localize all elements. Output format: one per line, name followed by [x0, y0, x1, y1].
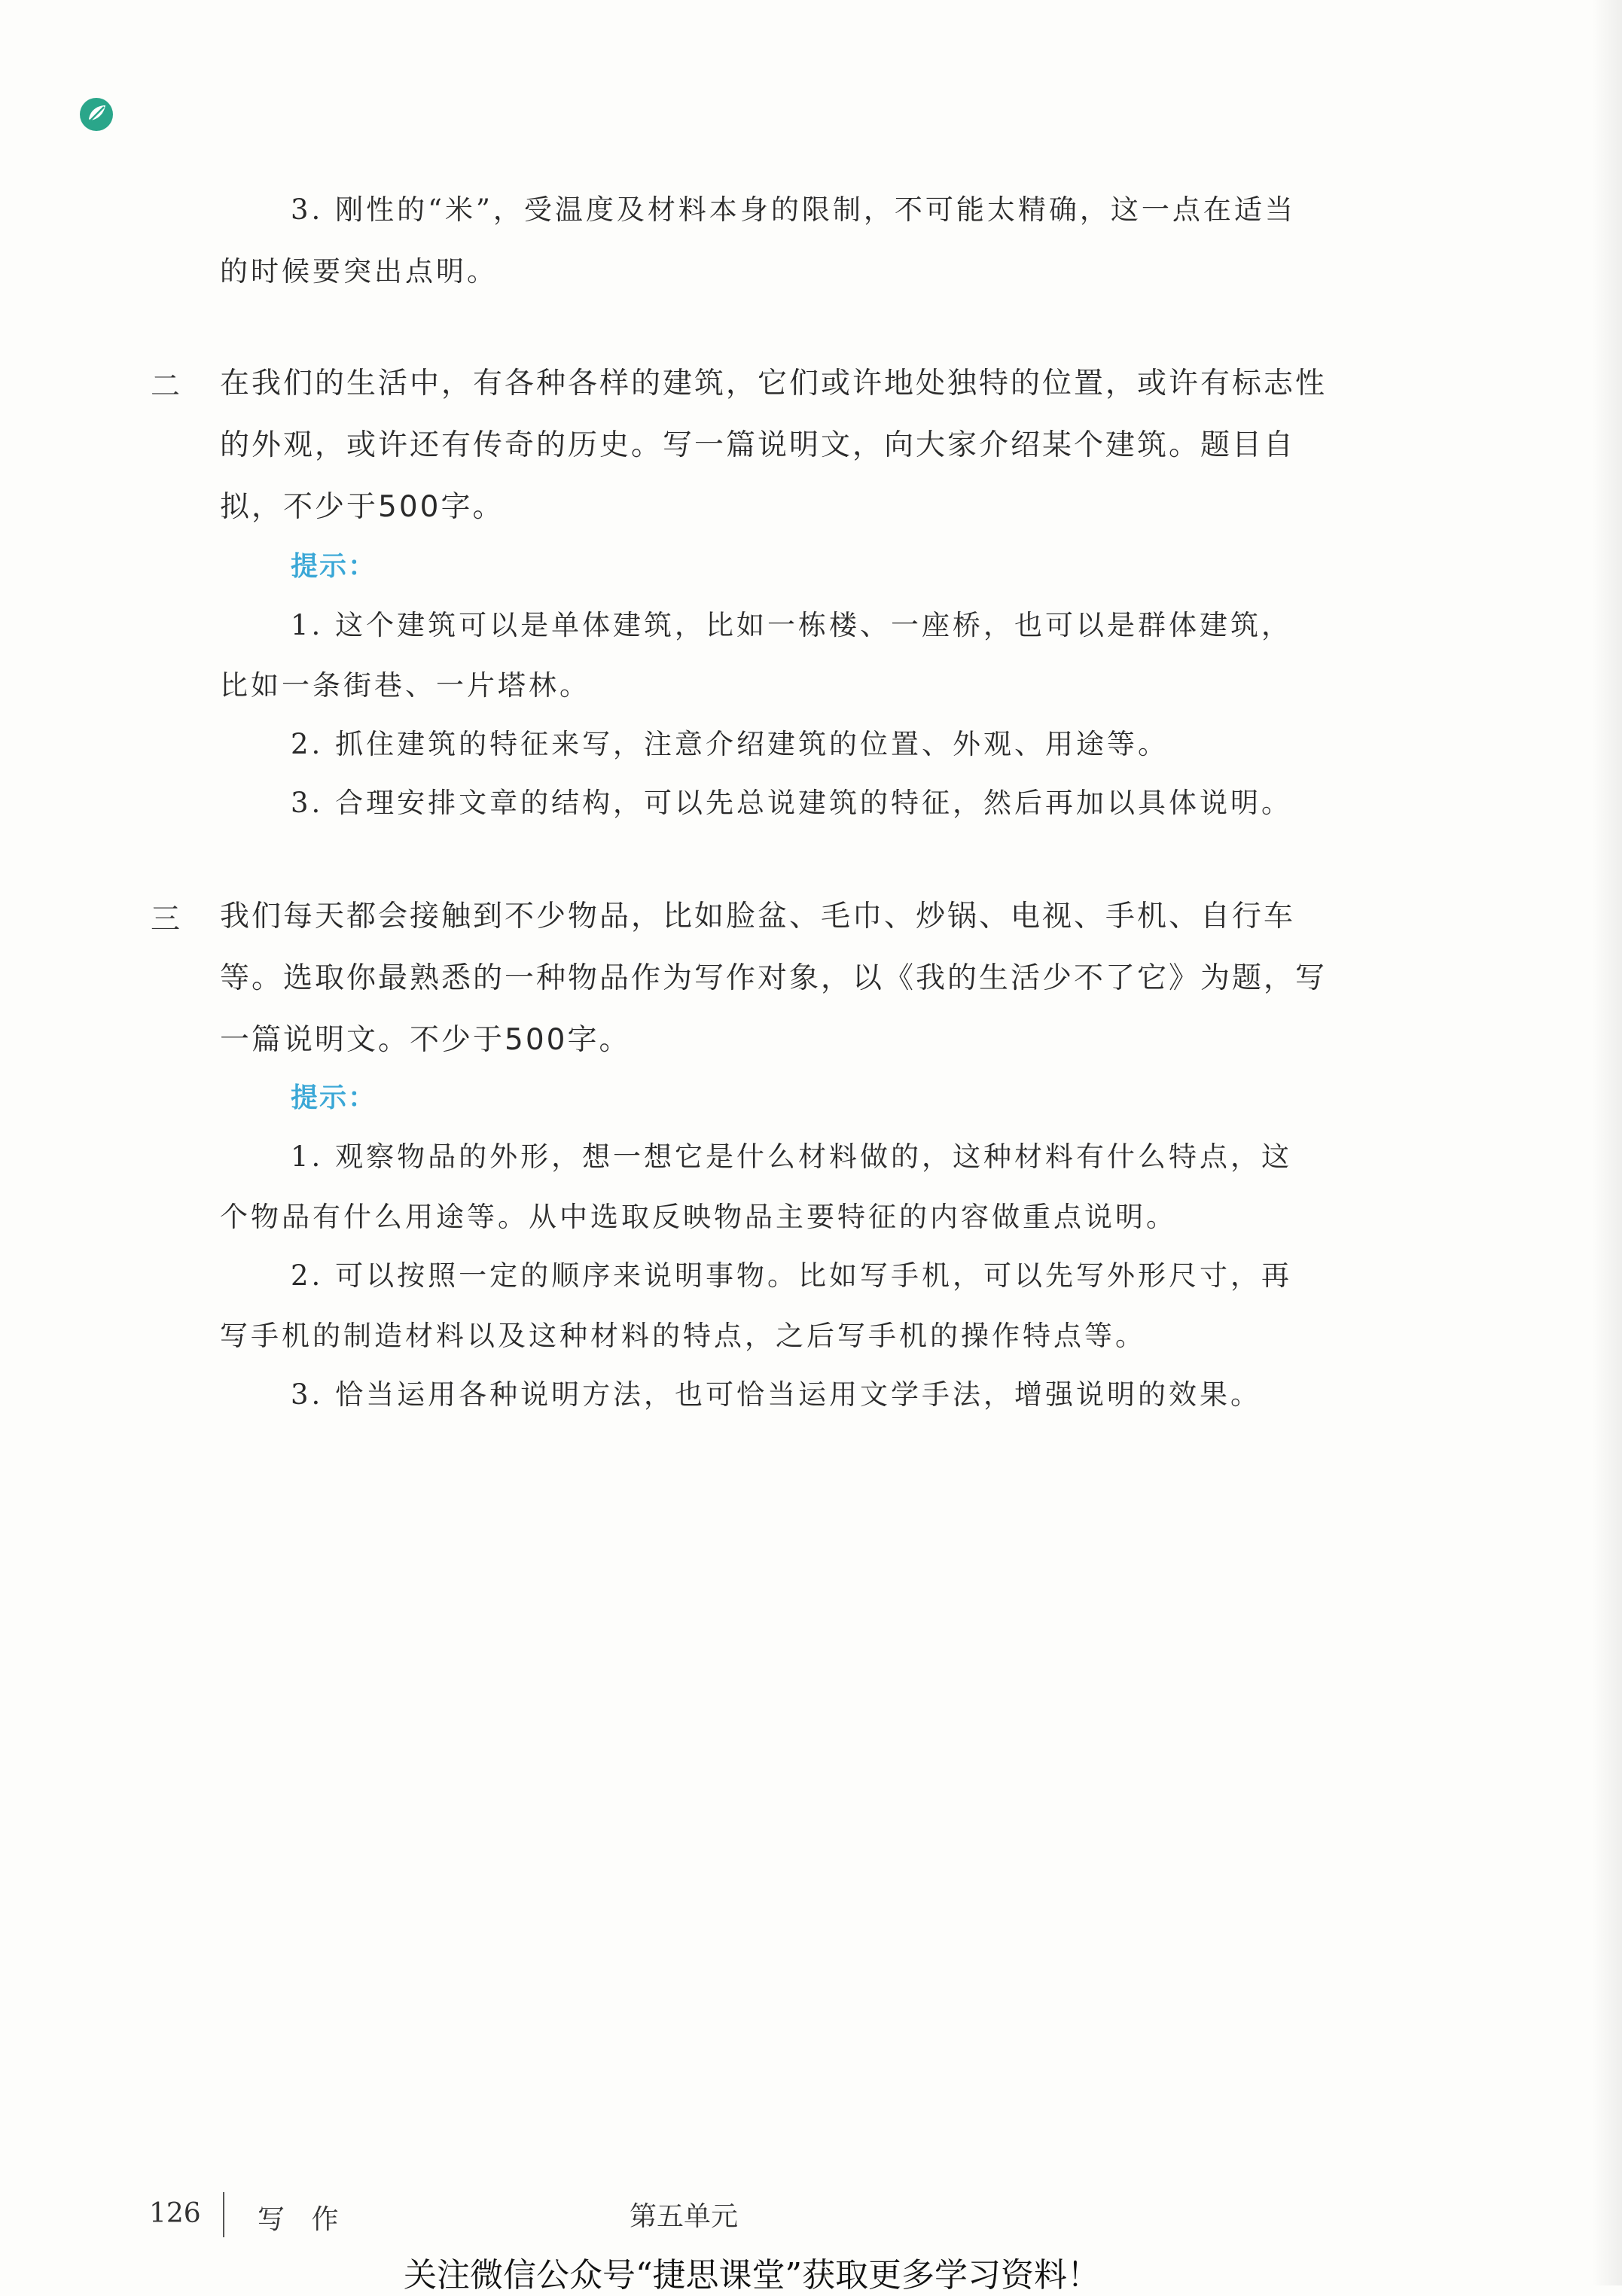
section-three-hint-line-3: 2. 可以按照一定的顺序来说明事物。比如写手机，可以先写外形尺寸，再: [291, 1259, 1293, 1292]
page-number: 126: [149, 2198, 201, 2229]
footer-unit-title: 第五单元: [630, 2201, 739, 2232]
section-one-line-2: 的时候要突出点明。: [220, 255, 498, 288]
section-three-hint-line-1: 1. 观察物品的外形，想一想它是什么材料做的，这种材料有什么特点，这: [291, 1140, 1293, 1173]
section-three-hint-line-5: 3. 恰当运用各种说明方法，也可恰当运用文学手法，增强说明的效果。: [291, 1378, 1262, 1411]
page-edge-shadow: [1592, 0, 1622, 2285]
section-three-prompt-line-1: 我们每天都会接触到不少物品，比如脸盆、毛巾、炒锅、电视、手机、自行车: [220, 900, 1296, 933]
section-three-hint-line-2: 个物品有什么用途等。从中选取反映物品主要特征的内容做重点说明。: [220, 1201, 1177, 1233]
section-three-prompt-line-2: 等。选取你最熟悉的一种物品作为写作对象，以《我的生活少不了它》为题，写: [220, 961, 1328, 995]
section-three-number: 三: [151, 903, 181, 936]
footer-section-title: 写 作: [258, 2204, 348, 2235]
section-three-hint-label: 提示：: [291, 1083, 377, 1113]
watermark-text: 关注微信公众号“捷思课堂”获取更多学习资料！: [404, 2256, 1100, 2294]
section-two-prompt-line-1: 在我们的生活中，有各种各样的建筑，它们或许地处独特的位置，或许有标志性: [220, 367, 1328, 400]
section-two-hint-line-4: 3. 合理安排文章的结构，可以先总说建筑的特征，然后再加以具体说明。: [291, 787, 1293, 819]
section-two-number: 二: [151, 370, 181, 403]
footer-divider: [223, 2192, 224, 2237]
section-three-prompt-line-3: 一篇说明文。不少于500字。: [220, 1023, 631, 1057]
section-three-hint-line-4: 写手机的制造材料以及这种材料的特点，之后写手机的操作特点等。: [220, 1320, 1146, 1352]
section-two-prompt-line-3: 拟，不少于500字。: [220, 490, 505, 524]
section-two-prompt-line-2: 的外观，或许还有传奇的历史。写一篇说明文，向大家介绍某个建筑。题目自: [220, 428, 1296, 462]
section-one-line-1: 3. 刚性的“米”，受温度及材料本身的限制，不可能太精确，这一点在适当: [291, 193, 1296, 226]
section-two-hint-label: 提示：: [291, 551, 377, 582]
section-two-hint-line-3: 2. 抓住建筑的特征来写，注意介绍建筑的位置、外观、用途等。: [291, 728, 1169, 760]
section-two-hint-line-1: 1. 这个建筑可以是单体建筑，比如一栋楼、一座桥，也可以是群体建筑，: [291, 609, 1293, 641]
leaf-logo-icon: [78, 96, 114, 132]
section-two-hint-line-2: 比如一条街巷、一片塔林。: [220, 669, 590, 702]
